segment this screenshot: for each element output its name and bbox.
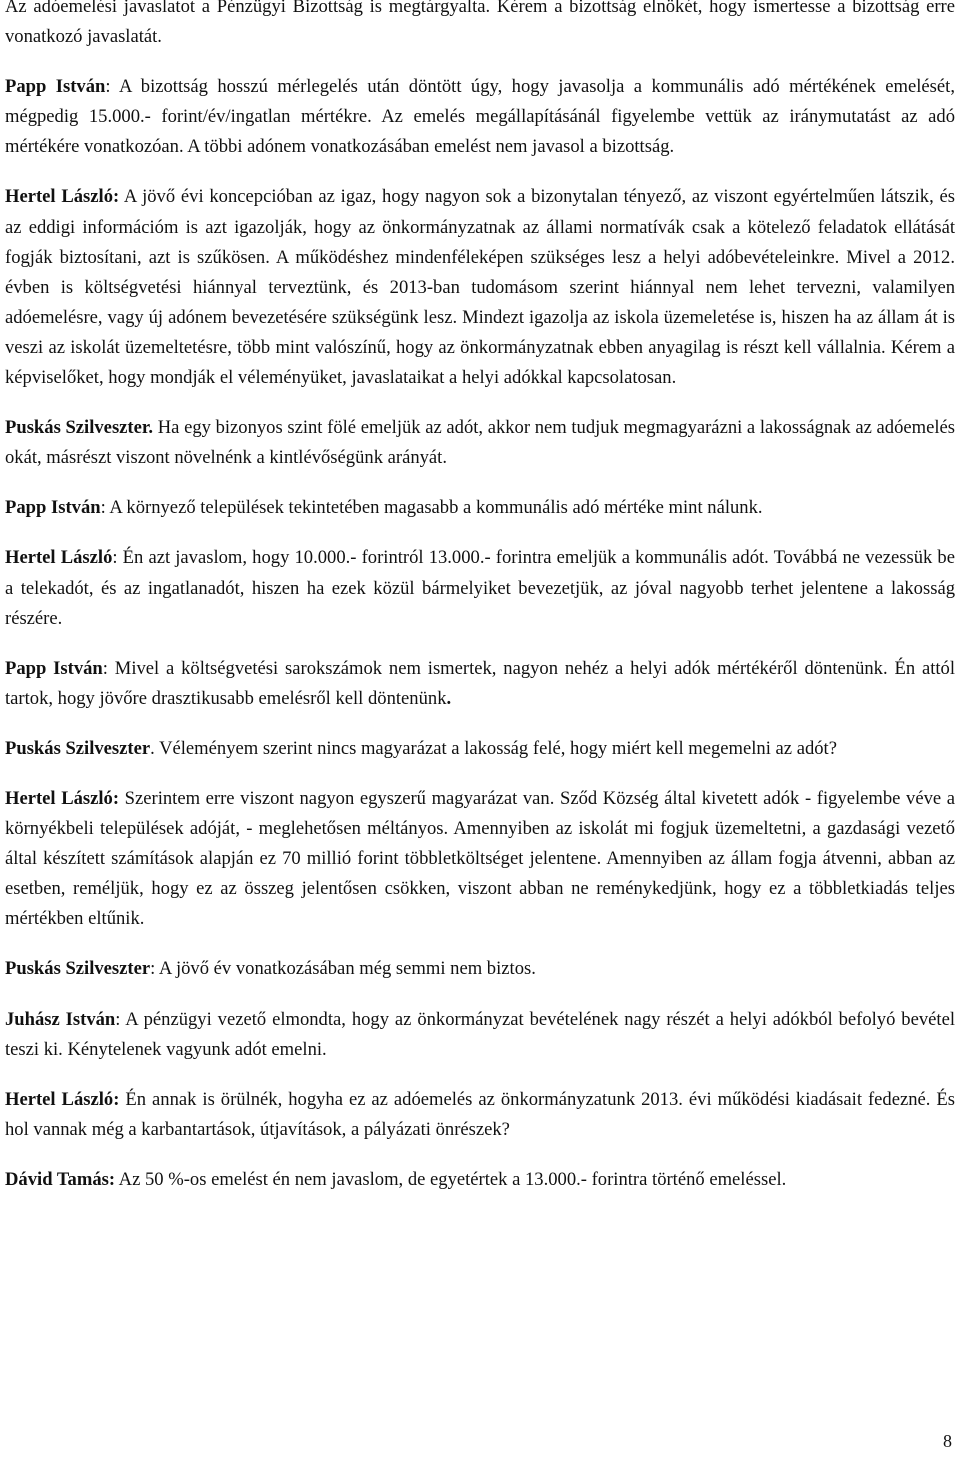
paragraph-text: : A környező települések tekintetében magasabb a kommunális adó mértéke mint nálunk. [100, 497, 763, 519]
paragraph-david-1 [5, 1165, 955, 1195]
paragraph-papp-1 [5, 72, 955, 162]
speaker-name: Puskás Szilveszter [5, 958, 151, 980]
paragraph-text: : Mivel a költségvetési sarokszámok nem ismertek, nagyon nehéz a helyi adók mértékéről döntenünk. Én attól tartok, hogy jövőre drasztikusabb emelésről kell döntenünk [5, 657, 955, 709]
document-page [5, 0, 955, 1215]
paragraph-tail: . [446, 687, 452, 709]
speaker-name: Hertel László [5, 547, 113, 569]
paragraph-juhasz-1 [5, 1005, 955, 1065]
speaker-name: Papp István [5, 497, 101, 519]
paragraph-text: . Véleményem szerint nincs magyarázat a lakosság felé, hogy miért kell megemelni az adót? [150, 737, 837, 759]
speaker-name: Hertel László: [5, 787, 120, 809]
speaker-name: Puskás Szilveszter. [5, 417, 154, 439]
paragraph-text: : A jövő év vonatkozásában még semmi nem biztos. [150, 958, 536, 980]
paragraph-text: : A bizottság hosszú mérlegelés után döntött úgy, hogy javasolja a kommunális adó mértékének emelését, mégpedig 15.000.- forint/év/ingatlan mértékre. Az emelés megállapításánál figyelembe vettük az iránymutatást az adó mértékére vonatkozóan. A többi adónem vonatkozásában emelést nem javasol a bizottság. [5, 76, 955, 158]
paragraph-papp-3 [5, 654, 955, 714]
speaker-name: Papp István [5, 657, 103, 679]
paragraph-text: : Én azt javaslom, hogy 10.000.- forintról 13.000.- forintra emeljük a kommunális adót. Továbbá ne vezessük be a telekadót, és az ingatlanadót, hiszen ha ezek közül bármelyiket bevezetjük, az jóval nagyobb terhet jelentene a lakosság részére. [5, 547, 955, 629]
paragraph-hertel-3 [5, 784, 955, 934]
paragraph-hertel-1 [5, 182, 955, 393]
page-number: 8 [943, 1431, 952, 1451]
speaker-name: Puskás Szilveszter [5, 737, 151, 759]
paragraph-text: Ha egy bizonyos szint fölé emeljük az adót, akkor nem tudjuk megmagyarázni a lakosságnak az adóemelés okát, másrészt viszont növelnénk a kintlévőségünk arányát. [5, 417, 956, 469]
speaker-name: Hertel László: [5, 1088, 120, 1110]
paragraph-text: Én annak is örülnék, hogyha ez az adóemelés az önkormányzatunk 2013. évi működési kiadásait fedezné. És hol vannak még a karbantartások, útjavítások, a pályázati önrészek? [5, 1088, 955, 1140]
paragraph-intro [5, 0, 955, 52]
paragraph-puskas-1 [5, 413, 955, 473]
speaker-name: Dávid Tamás: [5, 1168, 116, 1190]
paragraph-papp-2 [5, 493, 955, 523]
speaker-name: Papp István [5, 76, 106, 98]
paragraph-hertel-2 [5, 543, 955, 633]
paragraph-puskas-3 [5, 954, 955, 984]
paragraph-hertel-4 [5, 1085, 955, 1145]
paragraph-text: A jövő évi koncepcióban az igaz, hogy nagyon sok a bizonytalan tényező, az viszont egyértelműen látszik, és az eddigi információm is azt igazolják, hogy az önkormányzatnak az állami normatívák csak a kötelező feladatok ellátását fogják biztosítani, azt is szűkösen. A működéshez mindenféleképen szükséges lesz a helyi adóbevételeinkre. Mivel a 2012. évben is költségvetési hiánnyal terveztünk, és 2013-ban tudomásom szerint hiánnyal nem lehet tervezni, valamilyen adóemelésre, vagy új adónem bevezetésére szükségünk lesz. Mindezt igazolja az iskola üzemeletése is, hiszen ha az állam át is veszi az iskolát üzemeltetésre, több mint valószínű, hogy az önkormányzatnak ebben anyagilag is részt kell vállalnia. Kérem a képviselőket, hogy mondják el véleményüket, javaslataikat a helyi adókkal kapcsolatosan. [5, 186, 955, 389]
speaker-name: Juhász István [5, 1008, 116, 1030]
paragraph-text: Szerintem erre viszont nagyon egyszerű magyarázat van. Sződ Község által kivetett adók - figyelembe véve a környékbeli települések adóját, - meglehetősen méltányos. Amennyiben az iskolát mi fogjuk üzemeltetni, a gazdasági vezető által készített számítások alapján ez 70 millió forint többletköltséget jelentene. Amennyiben az állam fogja átvenni, abban az esetben, reméljük, hogy ez az összeg jelentősen csökken, viszont abban ne reménykedjünk, hogy ez a többletkiadás teljes mértékben eltűnik. [5, 787, 955, 930]
paragraph-text: Az 50 %-os emelést én nem javaslom, de egyetértek a 13.000.- forintra történő emeléssel. [115, 1168, 787, 1190]
speaker-name: Hertel László: [5, 186, 120, 208]
paragraph-text: : A pénzügyi vezető elmondta, hogy az önkormányzat bevételének nagy részét a helyi adókból befolyó bevétel teszi ki. Kénytelenek vagyunk adót emelni. [5, 1008, 955, 1060]
paragraph-text: Az adóemelési javaslatot a Pénzügyi Bizottság is megtárgyalta. Kérem a bizottság elnökét, hogy ismertesse a bizottság erre vonatkozó javaslatát. [5, 0, 955, 48]
paragraph-puskas-2 [5, 734, 955, 764]
